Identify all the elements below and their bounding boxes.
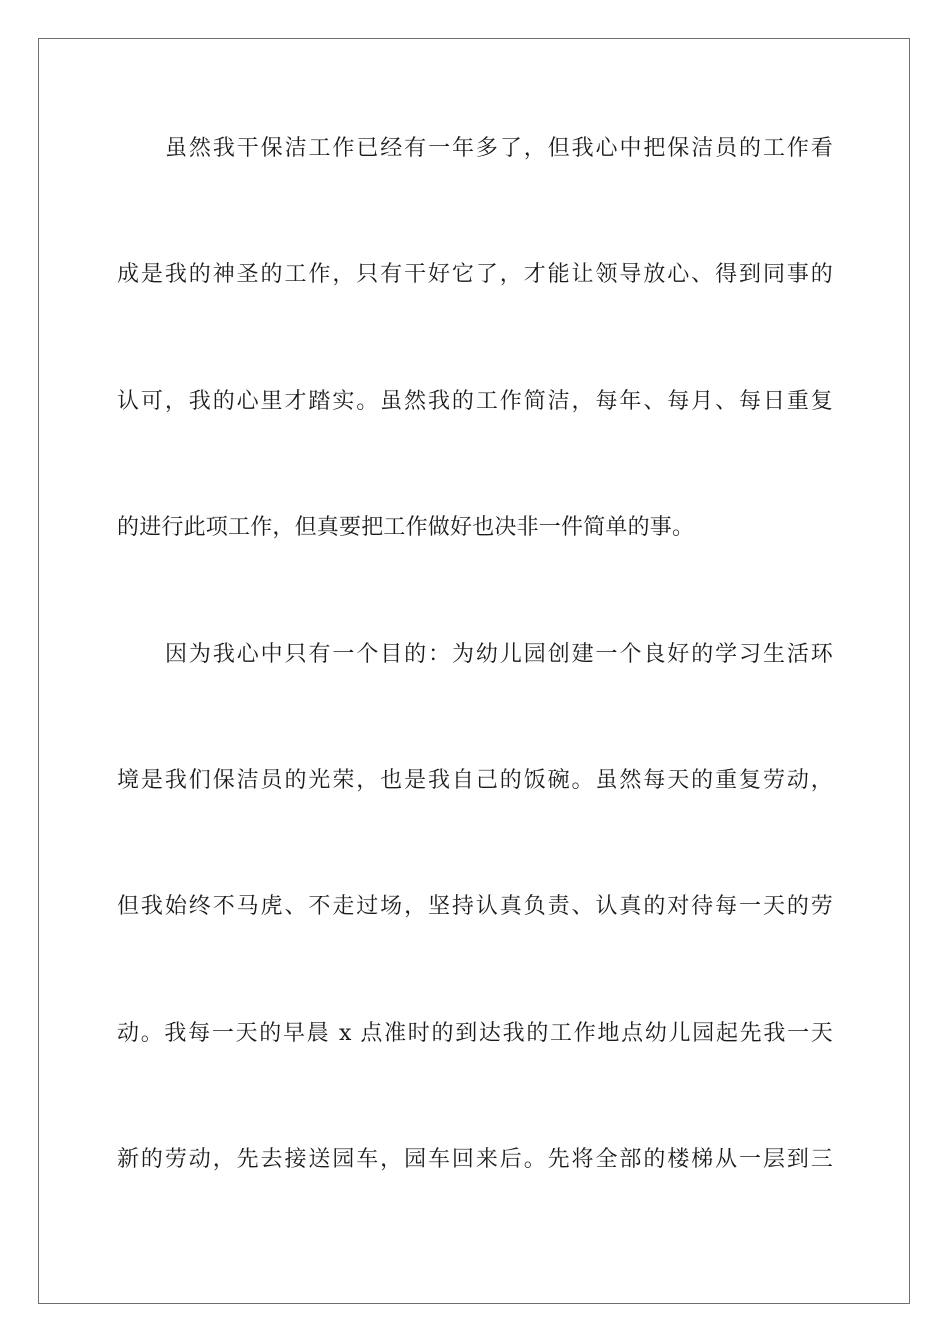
document-body xyxy=(117,128,833,1266)
paragraph-1-line-2: 成是我的神圣的工作，只有干好它了，才能让领导放心、得到同事的 xyxy=(117,262,833,288)
paragraph-2-line-4: 动。我每一天的早晨 x 点准时的到达我的工作地点幼儿园起先我一天 xyxy=(117,1020,833,1046)
paragraph-2-line-3: 但我始终不马虎、不走过场，坚持认真负责、认真的对待每一天的劳 xyxy=(117,894,833,920)
paragraph-2-line-5: 新的劳动，先去接送园车，园车回来后。先将全部的楼梯从一层到三 xyxy=(117,1147,833,1173)
paragraph-1-line-4: 的进行此项工作，但真要把工作做好也决非一件简单的事。 xyxy=(117,515,695,541)
paragraph-1-line-3: 认可，我的心里才踏实。虽然我的工作简洁，每年、每月、每日重复 xyxy=(117,388,833,414)
paragraph-2-line-2: 境是我们保洁员的光荣，也是我自己的饭碗。虽然每天的重复劳动， xyxy=(117,767,833,793)
paragraph-1-line-1: 虽然我干保洁工作已经有一年多了，但我心中把保洁员的工作看 xyxy=(165,136,833,161)
paragraph-2-line-1: 因为我心中只有一个目的：为幼儿园创建一个良好的学习生活环 xyxy=(165,641,833,667)
